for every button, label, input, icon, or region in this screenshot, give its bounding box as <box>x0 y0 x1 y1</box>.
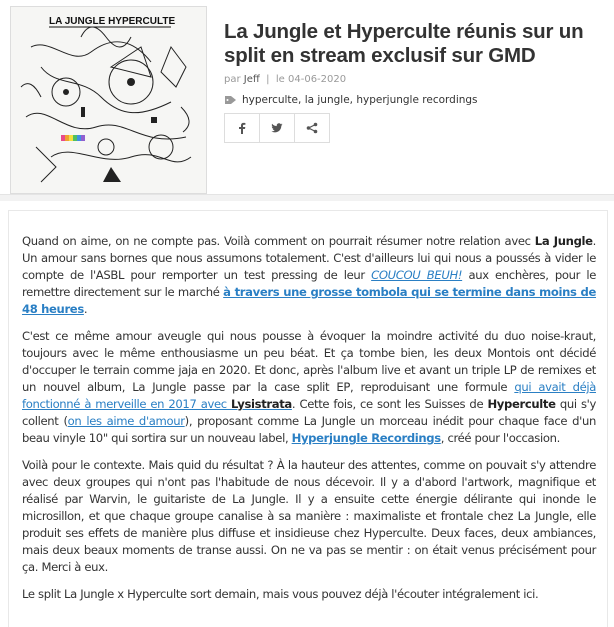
tag-separator: , <box>298 94 305 106</box>
share-icon <box>306 122 318 134</box>
meta-separator: | <box>262 74 273 85</box>
tag-link[interactable]: hyperculte <box>242 94 299 106</box>
coucou-beuh-link[interactable]: COUCOU BEUH! <box>371 268 463 282</box>
share-buttons <box>224 113 329 143</box>
article-body <box>8 210 608 627</box>
section-divider <box>0 194 614 201</box>
tag-icon <box>224 95 238 105</box>
facebook-share-button[interactable] <box>224 113 260 143</box>
article-date: le 04-06-2020 <box>275 74 347 85</box>
tag-link[interactable]: hyperjungle recordings <box>356 94 478 106</box>
paragraph: Voilà pour le contexte. Mais quid du résultat ? À la hauteur des attentes, comme on pouvait s'y attendre avec deux groupes qui n'ont pas l'habitude de nous décevoir. Il y a d'abord l'artwork, magnifique et réalisé par Warvin, le guitariste de La Jungle. Il y a ensuite cette énergie délirante qui inonde le microsillon, et que chaque groupe canalise à sa manière : maximaliste et frontale chez La Jungle, elle produit ses effets de manière plus diffuse et insidieuse chez Hyperculte. Deux faces, deux ambiances, mais deux beaux moments de transe aussi. On ne va pas se mentir : on était venus précisément pour ça. Merci à eux. <box>22 458 596 574</box>
twitter-icon <box>271 122 283 134</box>
by-label: par <box>224 74 241 85</box>
cover-band-text: LA JUNGLE HYPERCULTE <box>49 16 176 27</box>
article-header <box>0 0 614 200</box>
split-2017-link[interactable]: qui avait déjà fonctionné à merveille en 2017 avec Lysistrata <box>22 380 596 411</box>
paragraph: Le split La Jungle x Hyperculte sort demain, mais vous pouvez déjà l'écouter intégralement ici. <box>22 587 539 601</box>
article-content <box>22 233 596 613</box>
tag-link[interactable]: la jungle <box>304 94 350 106</box>
share-button[interactable] <box>294 113 330 143</box>
paragraph: Quand on aime, on ne compte pas. Voilà comment on pourrait résumer notre relation avec La Jungle. Un amour sans bornes que nous assumons totalement. C'est d'ailleurs lui qui nous a poussés à vider le compte de l'ASBL pour remporter un test pressing de leur COUCOU BEUH! aux enchères, pour le remettre directement sur le marché à travers une grosse tombola qui se termine dans moins de 48 heures. <box>22 234 597 316</box>
article-title: La Jungle et Hyperculte réunis sur un split en stream exclusif sur GMD <box>224 20 584 67</box>
album-artwork <box>11 7 206 193</box>
hyperjungle-recordings-link[interactable]: Hyperjungle Recordings <box>291 431 441 445</box>
article-meta <box>224 74 346 85</box>
on-les-aime-link[interactable]: on les aime d'amour <box>67 414 185 428</box>
band-name: La Jungle <box>534 234 593 248</box>
twitter-share-button[interactable] <box>259 113 295 143</box>
author-link[interactable]: Jeff <box>243 74 260 85</box>
tag-list <box>224 94 478 106</box>
paragraph: C'est ce même amour aveugle qui nous pousse à évoquer la moindre activité du duo noise-kraut, toujours avec le même enthousiasme un peu béat. Et ça tombe bien, les deux Montois ont décidé d'occuper le terrain comme jaja en 2020. Et donc, après l'album live et avant un triple LP de remixes et un nouvel album, La Jungle passe par la case split EP, reproduisant une formule qui avait déjà fonctionné à merveille en 2017 avec Lysistrata. Cette fois, ce sont les Suisses de Hyperculte qui s'y collent (on les aime d'amour), proposant comme La Jungle un morceau inédit pour chaque face d'un beau vinyle 10" qui sortira sur un nouveau label, Hyperjungle Recordings, créé pour l'occasion. <box>22 329 596 445</box>
facebook-icon <box>236 122 248 134</box>
tombola-link[interactable]: à travers une grosse tombola qui se termine dans moins de 48 heures <box>22 285 597 316</box>
album-cover-image[interactable] <box>10 6 207 194</box>
tag-separator: , <box>349 94 357 106</box>
band-name: Hyperculte <box>487 397 556 411</box>
